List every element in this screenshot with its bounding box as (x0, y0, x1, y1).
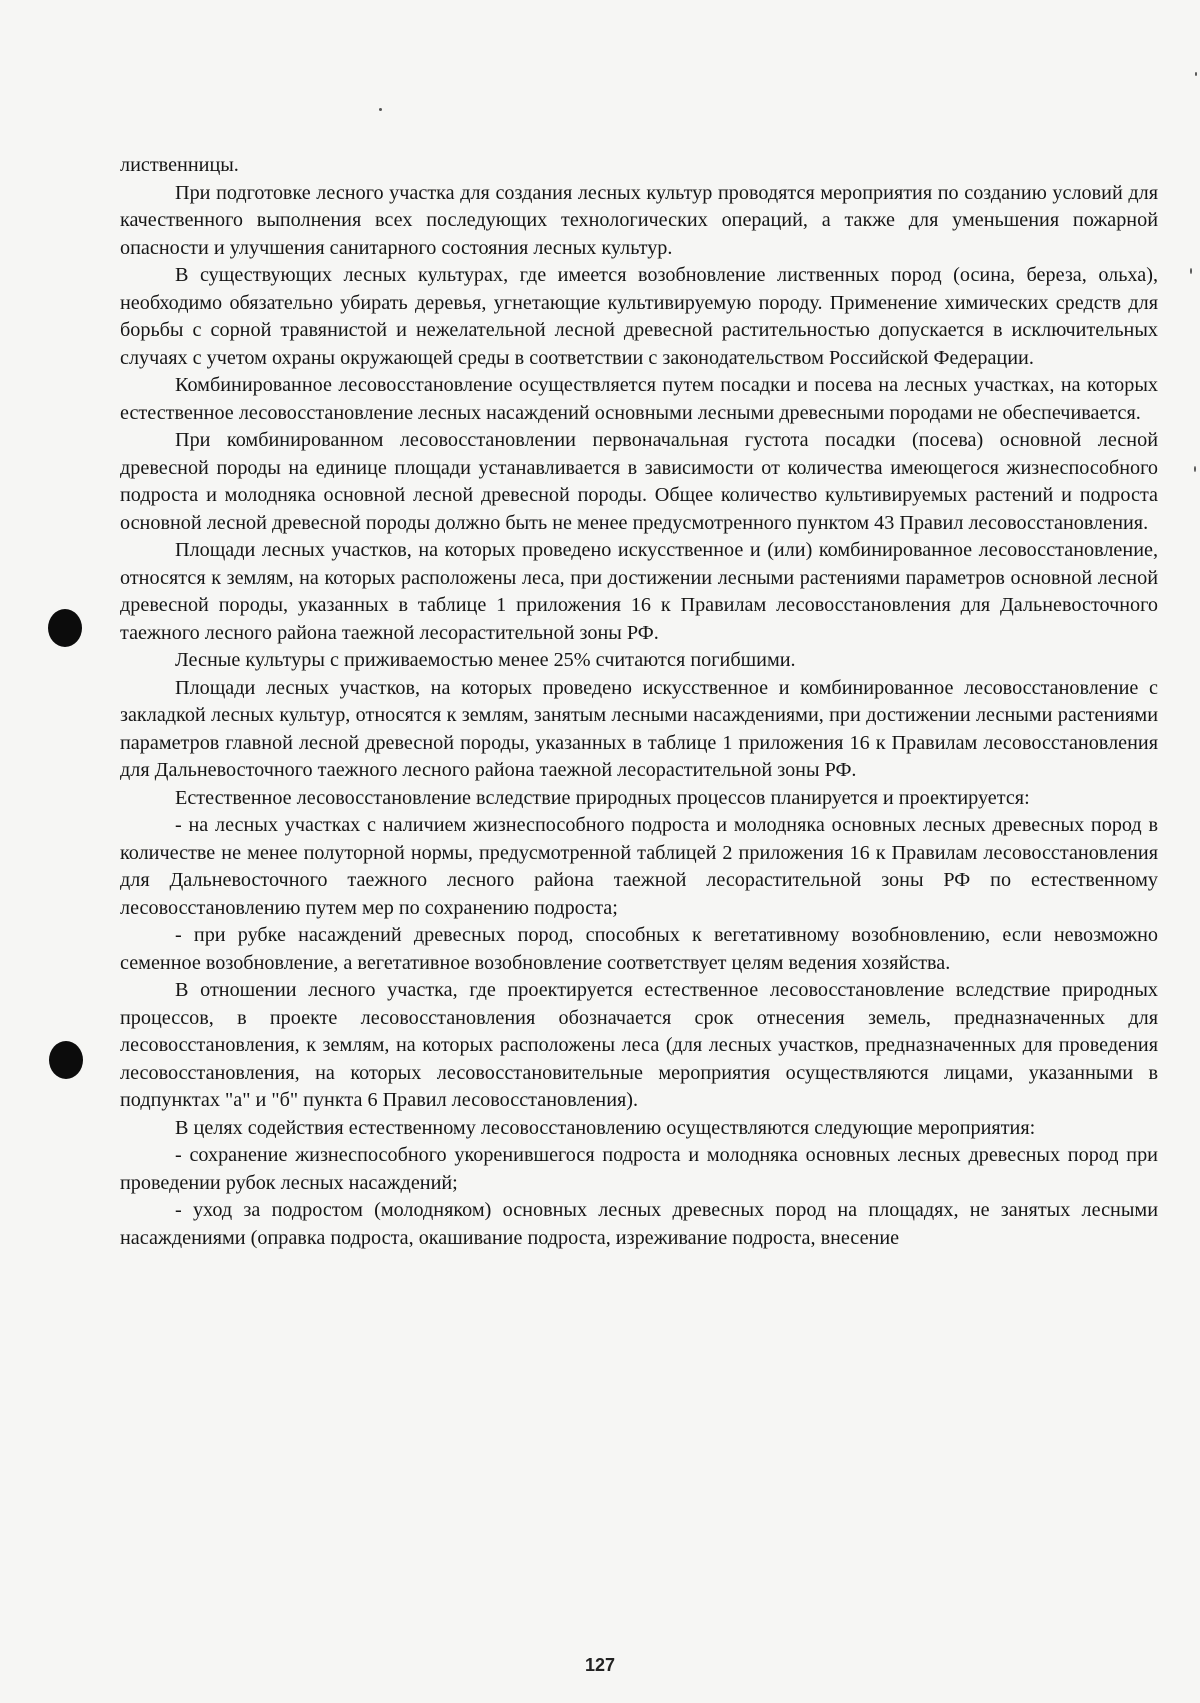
paragraph: Площади лесных участков, на которых проведено искусственное и (или) комбинированное лесовосстановление, относятся к землям, на которых расположены леса, при достижении лесными растениями параметров основной лесной древесной породы, указанных в таблице 1 приложения 16 к Правилам лесовосстановления для Дальневосточного таежного лесного района таежной лесорастительной зоны РФ. (120, 539, 1158, 644)
paragraph: Естественное лесовосстановление вследствие природных процессов планируется и проектируется: (175, 786, 1030, 809)
scan-speck (379, 108, 382, 111)
paragraph: В отношении лесного участка, где проектируется естественное лесовосстановление вследствие природных процессов, в проекте лесовосстановления обозначается срок отнесения земель, предназначенных для лесовосстановления, к землям, на которых расположены леса (для лесных участков, предназначенных для проведения лесовосстановления, на которых лесовосстановительные мероприятия осуществляются лицами, указанными в подпунктах "а" и "б" пункта 6 Правил лесовосстановления). (120, 979, 1158, 1111)
paragraph: В существующих лесных культурах, где имеется возобновление лиственных пород (осина, береза, ольха), необходимо обязательно убирать деревья, угнетающие культивируемую породу. Применение химических средств для борьбы с сорной травянистой и нежелательной лесной древесной растительностью допускается в исключительных случаях с учетом охраны окружающей среды в соответствии с законодательством Российской Федерации. (120, 264, 1158, 369)
document-body (120, 152, 1158, 1252)
paragraph: При подготовке лесного участка для создания лесных культур проводятся мероприятия по созданию условий для качественного выполнения всех последующих технологических операций, а также для уменьшения пожарной опасности и улучшения санитарного состояния лесных культур. (120, 181, 1158, 259)
scan-speck (1195, 72, 1197, 76)
list-item: - на лесных участках с наличием жизнеспособного подроста и молодняка основных лесных древесных пород в количестве не менее полуторной нормы, предусмотренной таблицей 2 приложения 16 к Правилам лесовосстановления для Дальневосточного таежного лесного района таежной лесорастительной зоны РФ по естественному лесовосстановлению путем мер по сохранению подроста; (120, 814, 1158, 919)
scan-speck (1194, 466, 1196, 472)
punch-hole-mark (48, 609, 82, 647)
paragraph: лиственницы. (120, 154, 239, 176)
paragraph: Комбинированное лесовосстановление осуществляется путем посадки и посева на лесных участках, на которых естественное лесовосстановление лесных насаждений основными лесными древесными породами не обеспечивается. (120, 374, 1158, 424)
paragraph: Площади лесных участков, на которых проведено искусственное и комбинированное лесовосстановление с закладкой лесных культур, относятся к землям, занятым лесными насаждениями, при достижении лесными растениями параметров главной лесной древесной породы, указанных в таблице 1 приложения 16 к Правилам лесовосстановления для Дальневосточного таежного лесного района таежной лесорастительной зоны РФ. (120, 676, 1158, 781)
list-item: - сохранение жизнеспособного укоренившегося подроста и молодняка основных лесных древесных пород при проведении рубок лесных насаждений; (120, 1144, 1158, 1194)
paragraph: При комбинированном лесовосстановлении первоначальная густота посадки (посева) основной лесной древесной породы на единице площади устанавливается в зависимости от количества имеющегося жизнеспособного подроста и молодняка основной лесной древесной породы. Общее количество культивируемых растений и подроста основной лесной древесной породы должно быть не менее предусмотренного пунктом 43 Правил лесовосстановления. (120, 429, 1158, 534)
paragraph: Лесные культуры с приживаемостью менее 25% считаются погибшими. (175, 649, 796, 671)
list-item: - уход за подростом (молодняком) основных лесных древесных пород на площадях, не занятых лесными насаждениями (оправка подроста, окашивание подроста, изреживание подроста, внесение (120, 1199, 1158, 1249)
scan-speck (1190, 268, 1192, 274)
page-number: 127 (584, 1655, 616, 1675)
list-item: - при рубке насаждений древесных пород, способных к вегетативному возобновлению, если невозможно семенное возобновление, а вегетативное возобновление соответствует целям ведения хозяйства. (120, 924, 1158, 974)
punch-hole-mark (49, 1041, 83, 1079)
paragraph: В целях содействия естественному лесовосстановлению осуществляются следующие мероприятия: (175, 1116, 1036, 1139)
